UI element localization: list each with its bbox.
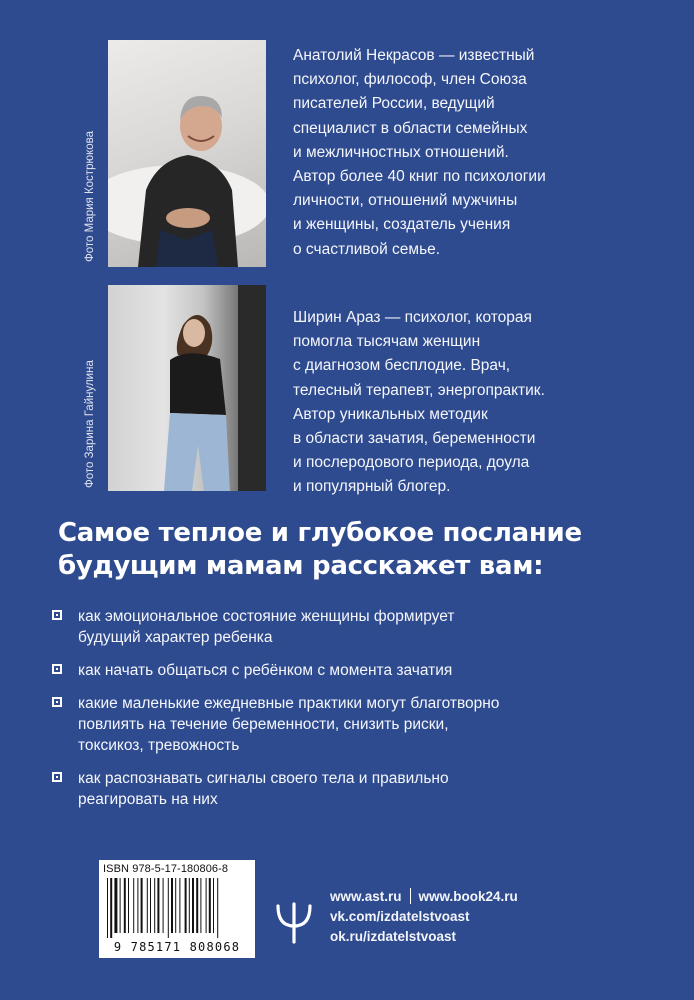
barcode-bar xyxy=(209,878,211,933)
author1-portrait-illustration xyxy=(108,40,266,267)
link-ok[interactable]: ok.ru/izdatelstvoast xyxy=(330,929,457,944)
barcode-bar xyxy=(114,878,117,933)
barcode-bar xyxy=(196,878,198,933)
barcode-bar xyxy=(192,878,194,933)
barcode-bar xyxy=(168,878,169,938)
barcode-bar xyxy=(189,878,190,933)
headline: Самое теплое и глубокое послание будущим мамам расскажет вам: xyxy=(58,518,582,581)
author2-photo-credit: Фото Зарина Гайнулина xyxy=(84,360,96,488)
barcode-bar xyxy=(213,878,214,933)
isbn-label: ISBN 978-5-17-180806-8 xyxy=(103,863,229,875)
divider xyxy=(410,888,411,904)
barcode-bar xyxy=(179,878,180,933)
barcode-bar xyxy=(171,878,173,933)
bullet-item xyxy=(52,606,672,648)
barcode-bar xyxy=(120,878,121,933)
psi-trident-icon xyxy=(274,900,314,949)
barcode-bar xyxy=(141,878,143,933)
isbn-barcode xyxy=(99,860,255,958)
barcode-bar xyxy=(150,878,151,933)
barcode-bar xyxy=(163,878,164,933)
square-bullet-icon xyxy=(52,664,62,674)
bullet-text: как начать общаться с ребёнком с момента зачатия xyxy=(78,662,453,679)
author2-portrait-illustration xyxy=(108,285,266,491)
bullet-text: как эмоциональное состояние женщины формирует будущий характер ребенка xyxy=(78,608,455,646)
barcode-bar xyxy=(124,878,126,933)
link-vk[interactable]: vk.com/izdatelstvoast xyxy=(330,909,470,924)
barcode-bar xyxy=(217,878,218,938)
bullet-text: как распознавать сигналы своего тела и правильно реагировать на них xyxy=(78,770,449,808)
barcode-bar xyxy=(133,878,134,933)
barcode-bars xyxy=(103,878,251,938)
barcode-bar xyxy=(200,878,201,933)
barcode-bar xyxy=(185,878,187,933)
bullet-item xyxy=(52,768,672,810)
barcode-bar xyxy=(206,878,207,933)
bullet-item xyxy=(52,660,672,681)
barcode-bar xyxy=(110,878,112,938)
bullet-text: какие маленькие ежедневные практики могут благотворно повлиять на течение беременности, снизить риски, токсикоз, тревожность xyxy=(78,695,500,754)
square-bullet-icon xyxy=(52,697,62,707)
bullet-item xyxy=(52,693,672,756)
author2-photo xyxy=(108,285,266,491)
square-bullet-icon xyxy=(52,772,62,782)
barcode-bar xyxy=(147,878,148,933)
publisher-links xyxy=(330,887,518,947)
barcode-bar xyxy=(175,878,176,933)
bullet-list xyxy=(52,606,672,810)
barcode-bar xyxy=(107,878,108,938)
author1-photo-credit: Фото Мария Кострюкова xyxy=(84,130,96,262)
author1-photo xyxy=(108,40,266,267)
author1-bio: Анатолий Некрасов — известный психолог, философ, член Союза писателей России, ведущий специалист в области семейных и межличностных отношений. Автор более 40 книг по психологии личности, отношений мужчины и женщины, создатель учения о счастливой семье. xyxy=(293,47,546,258)
barcode-bar xyxy=(157,878,159,933)
author2-bio: Ширин Араз — психолог, которая помогла тысячам женщин с диагнозом бесплодие. Врач, телесный терапевт, энергопрактик. Автор уникальных методик в области зачатия, беременности и послеродового периода, доула и популярный блогер. xyxy=(293,309,545,496)
isbn-digits: 9 785171 808068 xyxy=(113,940,241,954)
barcode-bar xyxy=(128,878,129,933)
link-ast[interactable]: www.ast.ru xyxy=(330,889,402,904)
barcode-bar xyxy=(137,878,138,933)
square-bullet-icon xyxy=(52,610,62,620)
barcode-bar xyxy=(154,878,155,933)
link-book24[interactable]: www.book24.ru xyxy=(418,889,518,904)
